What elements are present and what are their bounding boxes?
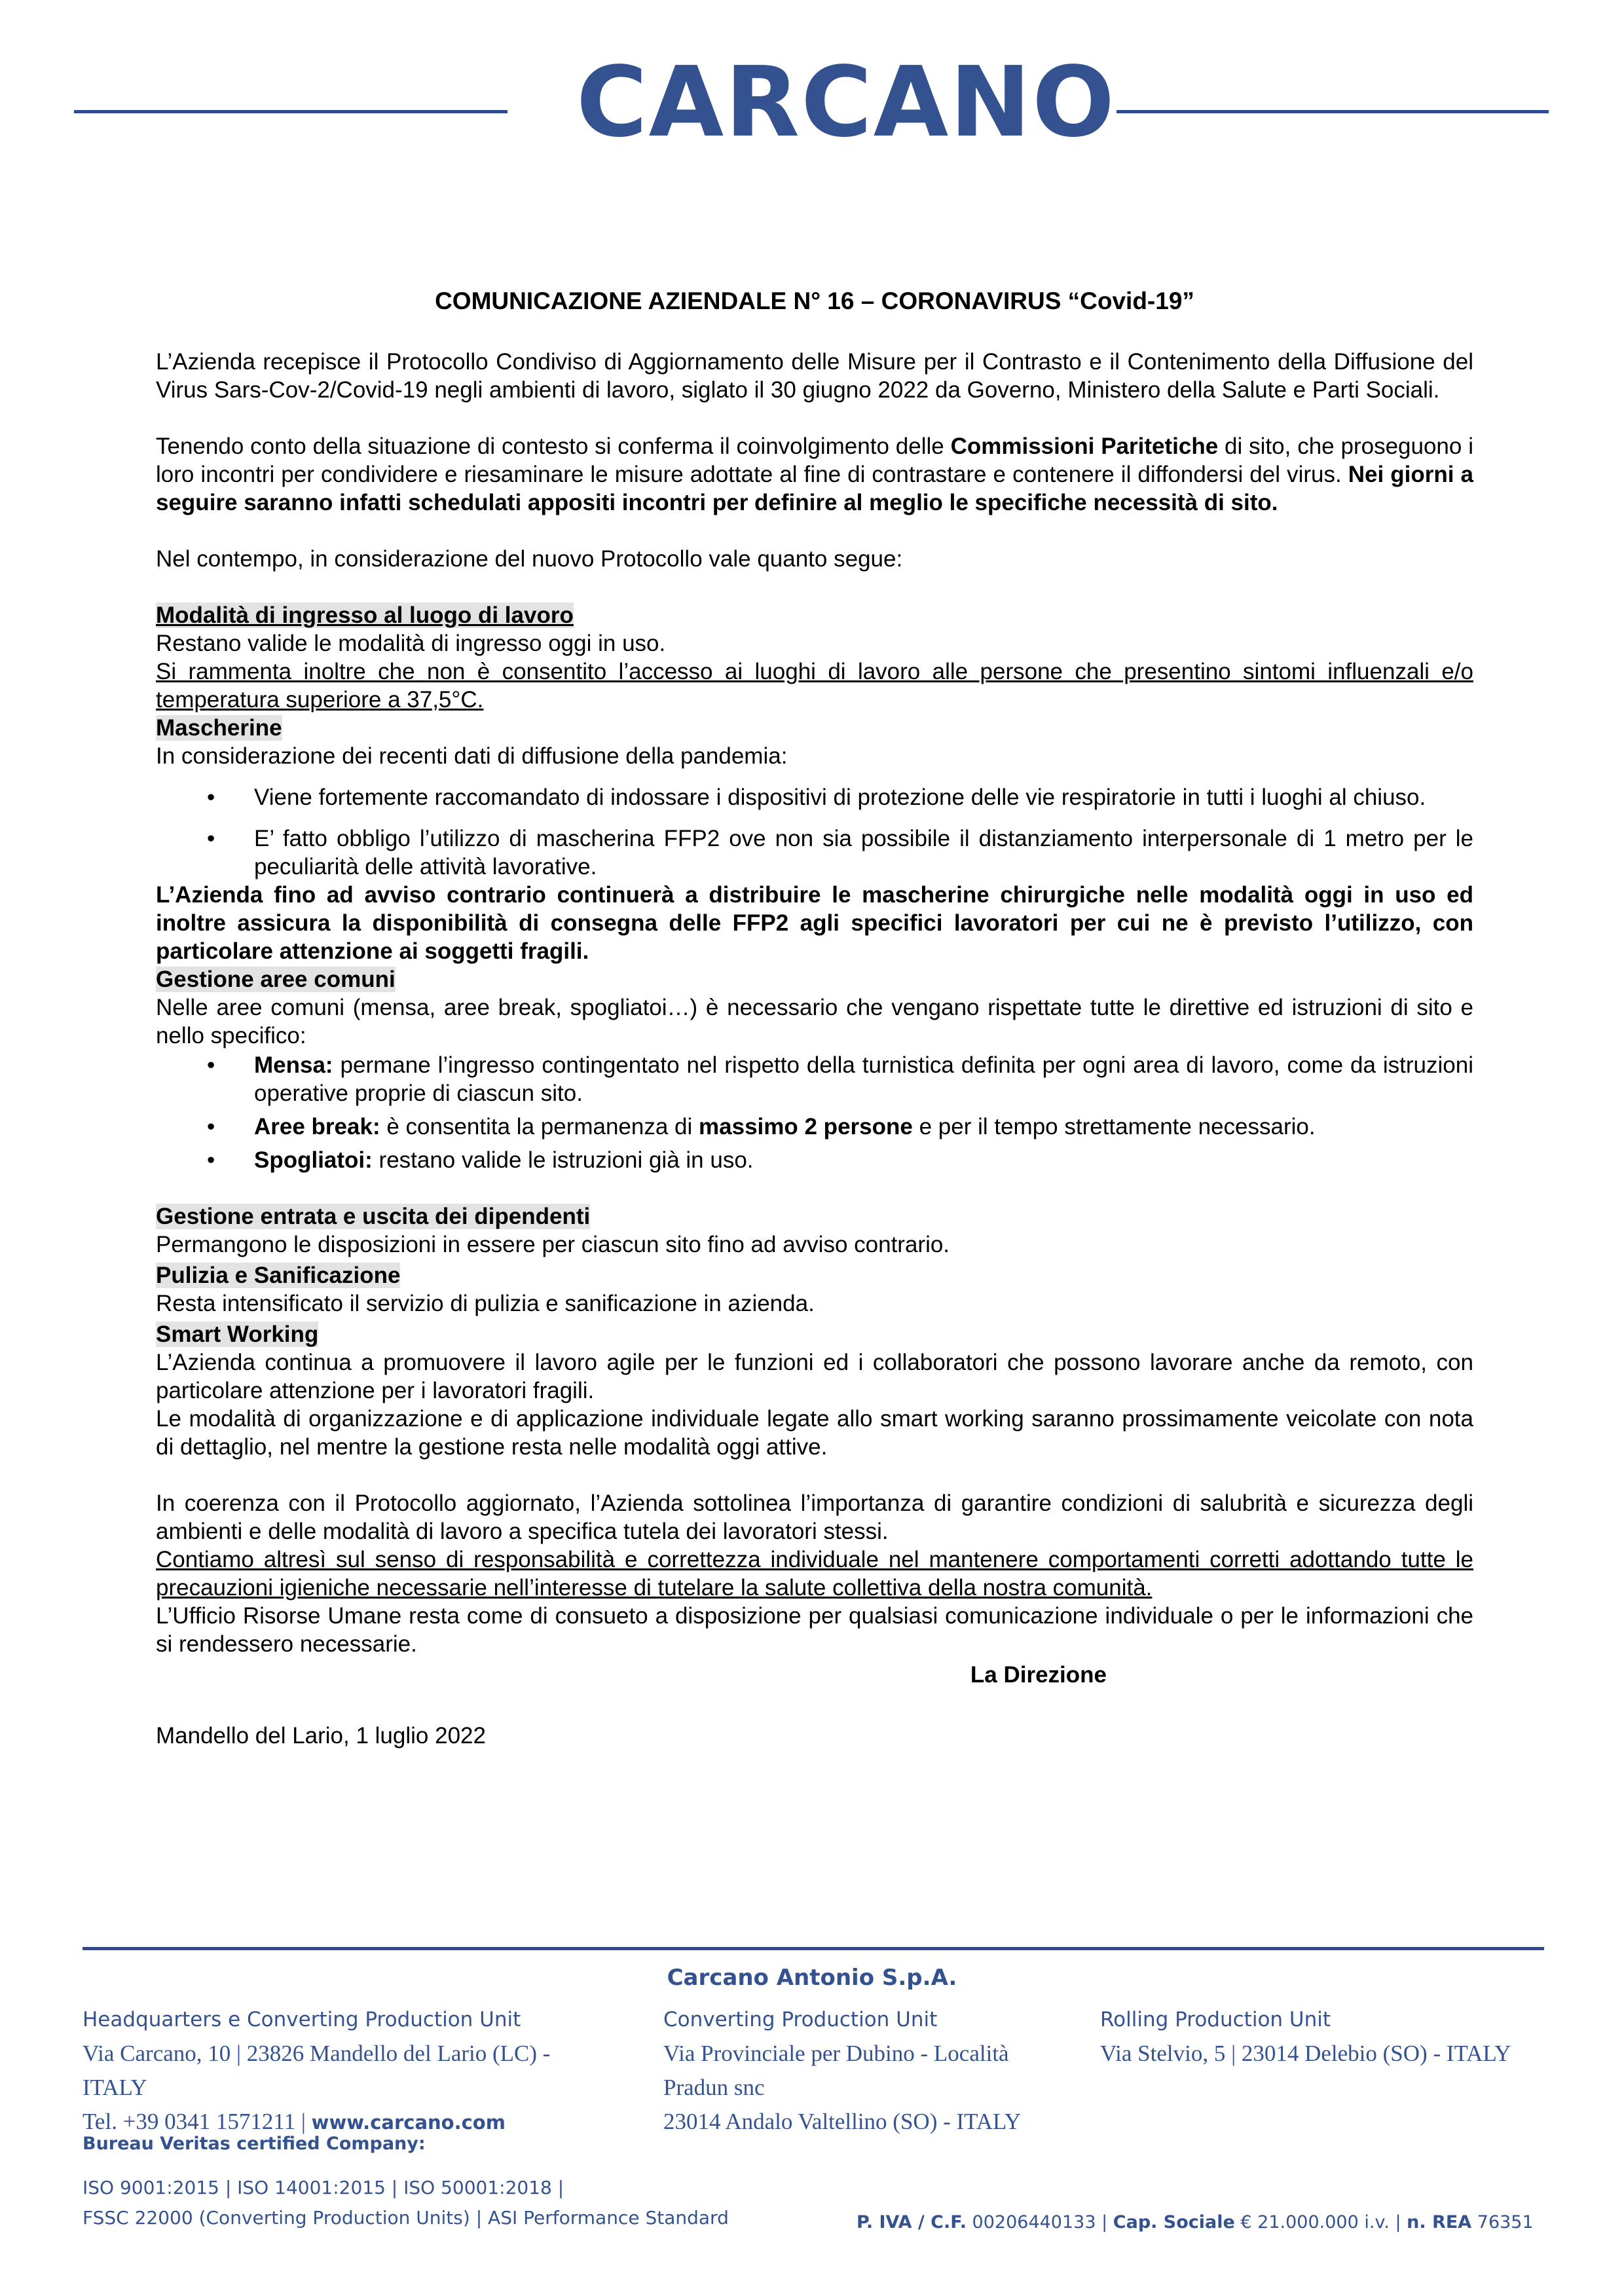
smart-paragraph-2: Le modalità di organizzazione e di applicazione individuale legate allo smart working saranno prossimamente veicolate con nota di dettaglio, nel mentre la gestione resta nelle modalità oggi attive. — [156, 1406, 1473, 1460]
closing-paragraph-1: In coerenza con il Protocollo aggiornato, l’Azienda sottolinea l’importanza di garantire condizioni di salubrità e sicurezza degli ambienti e delle modalità di lavoro a specifica tutela dei lavoratori stessi. — [156, 1490, 1473, 1544]
footer-iso-certifications: ISO 9001:2015 | ISO 14001:2015 | ISO 50001:2018 | FSSC 22000 (Converting Production Units) | ASI Performance Standard — [83, 2177, 729, 2229]
meanwhile-paragraph: Nel contempo, in considerazione del nuovo Protocollo vale quanto segue: — [156, 546, 903, 572]
mascherine-bold-text: L’Azienda fino ad avviso contrario continuerà a distribuire le mascherine chirurgiche nelle modalità oggi in uso ed inoltre assicura la disponibilità di consegna delle FFP2 agli specifici lavoratori per cui ne è previsto l’utilizzo, con particolare attenzione ai soggetti fragili. — [156, 882, 1473, 964]
footer-bureau-veritas: Bureau Veritas certified Company: — [83, 2134, 426, 2154]
footer-hq-column: Headquarters e Converting Production Unit Via Carcano, 10 | 23826 Mandello del Lario (LC) - ITALY Tel. +39 0341 1571211 | www.carcano.com — [83, 2008, 551, 2134]
intro-paragraph: L’Azienda recepisce il Protocollo Condiviso di Aggiornamento delle Misure per il Contrasto e il Contenimento della Diffusione del Virus Sars-Cov-2/Covid-19 negli ambienti di lavoro, siglato il 30 giugno 2022 da Governo, Ministero della Salute e Parti Sociali. — [156, 349, 1473, 403]
aree-list — [156, 1051, 1473, 1174]
section-heading-ingresso: Modalità di ingresso al luogo di lavoro — [156, 602, 574, 628]
place-date: Mandello del Lario, 1 luglio 2022 — [156, 1723, 486, 1749]
company-logo: CARCANO — [576, 46, 1116, 158]
entrata-text: Permangono le disposizioni in essere per ciascun sito fino ad avviso contrario. — [156, 1232, 950, 1257]
mascherine-text: In considerazione dei recenti dati di diffusione della pandemia: — [156, 743, 788, 769]
footer-website-link[interactable]: www.carcano.com — [311, 2111, 506, 2134]
list-item-spogliatoi: • Spogliatoi: restano valide le istruzioni già in uso. — [156, 1146, 1473, 1174]
pulizia-text: Resta intensificato il servizio di pulizia e sanificazione in azienda. — [156, 1291, 815, 1316]
header-rule-right — [1116, 110, 1549, 113]
footer-converting-column: Converting Production Unit Via Provinciale per Dubino - Località Pradun snc 23014 Andalo Valtellino (SO) - ITALY — [663, 2008, 1022, 2134]
document-title: COMUNICAZIONE AZIENDALE N° 16 – CORONAVIRUS “Covid-19” — [435, 287, 1194, 314]
list-item: • E’ fatto obbligo l’utilizzo di mascherina FFP2 ove non sia possibile il distanziamento interpersonale di 1 metro per le peculiarità delle attività lavorative. — [156, 824, 1473, 881]
section-heading-aree: Gestione aree comuni — [156, 967, 396, 992]
list-item: • Viene fortemente raccomandato di indossare i dispositivi di protezione delle vie respiratorie in tutti i luoghi al chiuso. — [156, 783, 1473, 811]
aree-text: Nelle aree comuni (mensa, aree break, spogliatoi…) è necessario che vengano rispettate tutte le direttive ed istruzioni di sito e nello specifico: — [156, 995, 1473, 1048]
footer-rule — [83, 1947, 1544, 1950]
footer-rolling-column: Rolling Production Unit Via Stelvio, 5 | 23014 Delebio (SO) - ITALY — [1100, 2008, 1511, 2066]
document-body — [156, 287, 1473, 1750]
mascherine-list — [156, 783, 1473, 881]
list-item-mensa: • Mensa: permane l’ingresso contingentato nel rispetto della turnistica definita per ogni area di lavoro, come da istruzioni operative proprie di ciascun sito. — [156, 1051, 1473, 1107]
signature: La Direzione — [970, 1662, 1107, 1688]
footer-company-name: Carcano Antonio S.p.A. — [667, 1965, 957, 1991]
ingresso-text: Restano valide le modalità di ingresso oggi in uso. — [156, 631, 666, 656]
ingresso-underlined: Si rammenta inoltre che non è consentito l’accesso ai luoghi di lavoro alle persone che presentino sintomi influenzali e/o temperatura superiore a 37,5°C. — [156, 659, 1473, 713]
footer-legal-info: P. IVA / C.F. 00206440133 | Cap. Sociale € 21.000.000 i.v. | n. REA 76351 — [857, 2212, 1534, 2232]
smart-paragraph-1: L’Azienda continua a promuovere il lavoro agile per le funzioni ed i collaboratori che possono lavorare anche da remoto, con particolare attenzione per i lavoratori fragili. — [156, 1350, 1473, 1403]
context-paragraph: Tenendo conto della situazione di contesto si conferma il coinvolgimento delle Commissioni Paritetiche di sito, che proseguono i loro incontri per condividere e riesaminare le misure adottate al fine di contrastare e contenere il diffondersi del virus. Nei giorni a seguire saranno infatti schedulati appositi incontri per definire al meglio le specifiche necessità di sito. — [156, 434, 1473, 515]
closing-paragraph-3: L’Ufficio Risorse Umane resta come di consueto a disposizione per qualsiasi comunicazione individuale o per le informazioni che si rendessero necessarie. — [156, 1603, 1473, 1657]
section-heading-entrata: Gestione entrata e uscita dei dipendenti — [156, 1204, 591, 1229]
section-heading-mascherine: Mascherine — [156, 715, 282, 741]
header-rule-left — [74, 110, 507, 113]
section-heading-pulizia: Pulizia e Sanificazione — [156, 1263, 401, 1288]
section-heading-smart: Smart Working — [156, 1322, 319, 1347]
list-item-break: • Aree break: è consentita la permanenza di massimo 2 persone e per il tempo strettamente necessario. — [156, 1113, 1473, 1141]
closing-paragraph-2: Contiamo altresì sul senso di responsabilità e correttezza individuale nel mantenere comportamenti corretti adottando tutte le precauzioni igieniche necessarie nell’interesse di tutelare la salute collettiva della nostra comunità. — [156, 1547, 1473, 1601]
